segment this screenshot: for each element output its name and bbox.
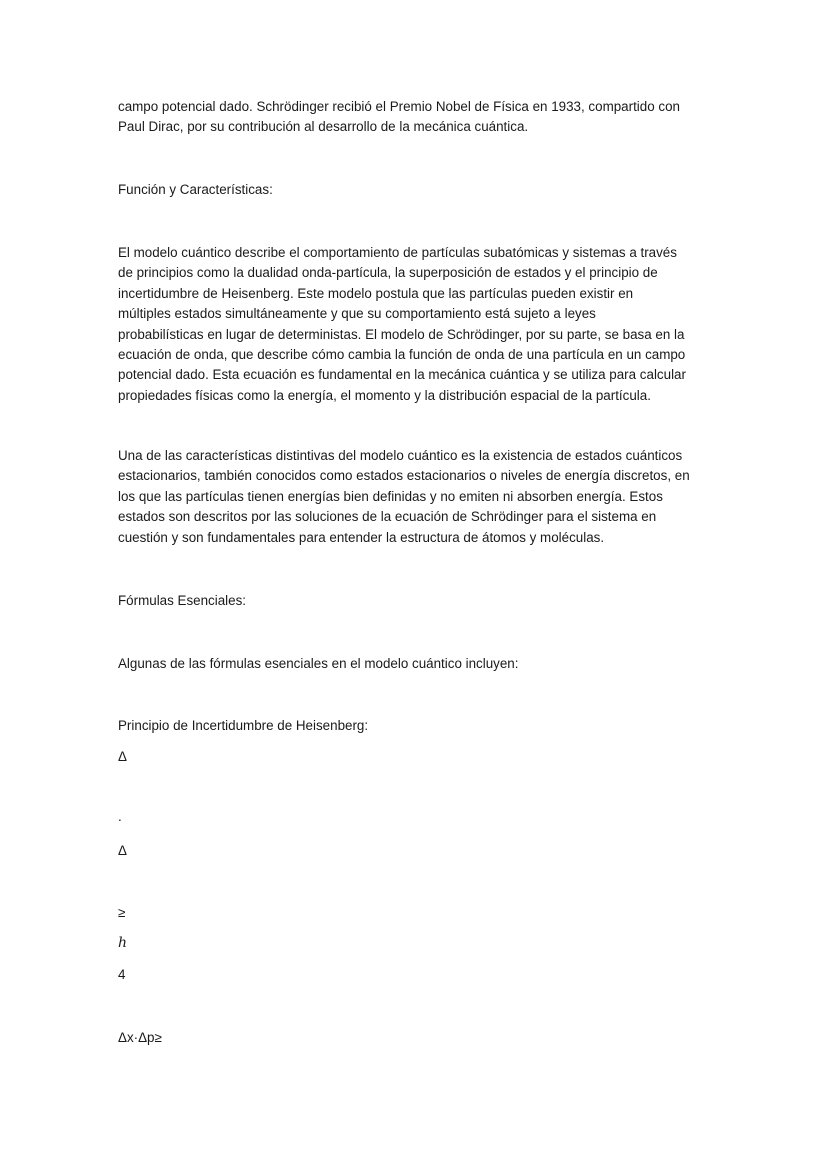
text-line: los que las partículas tienen energías bien definidas y no emiten ni absorben energía. Estos <box>118 488 663 504</box>
text-line: potencial dado. Esta ecuación es fundamental en la mecánica cuántica y se utiliza para calcular <box>118 367 686 383</box>
text-line: campo potencial dado. Schrödinger recibió el Premio Nobel de Física en 1933, compartido con <box>118 99 680 114</box>
heading-funcion: Función y Características: <box>118 182 273 197</box>
text-line: Paul Dirac, por su contribución al desarrollo de la mecánica cuántica. <box>118 119 529 135</box>
text-line: múltiples estados simultáneamente y que su comportamiento está sujeto a leyes <box>118 306 596 322</box>
heading-formulas: Fórmulas Esenciales: <box>118 593 247 608</box>
formula-delta-2: Δ <box>118 843 127 858</box>
paragraph-modelo-cuantico <box>118 243 718 406</box>
formulas-intro: Algunas de las fórmulas esenciales en el modelo cuántico incluyen: <box>118 656 519 671</box>
formula-geq: ≥ <box>118 905 126 920</box>
formula-four: 4 <box>118 967 126 982</box>
formula-dot: . <box>118 809 122 824</box>
text-line: propiedades físicas como la energía, el momento y la distribución espacial de la partícula. <box>118 387 651 403</box>
heading-heisenberg: Principio de Incertidumbre de Heisenberg: <box>118 718 369 733</box>
text-line: estacionarios, también conocidos como estados estacionarios o niveles de energía discretos, en <box>118 468 690 484</box>
text-line: cuestión y son fundamentales para entender la estructura de átomos y moléculas. <box>118 529 605 545</box>
text-line: Una de las características distintivas del modelo cuántico es la existencia de estados cuánticos <box>118 448 683 463</box>
formula-h: h <box>118 935 128 951</box>
text-line: El modelo cuántico describe el comportamiento de partículas subatómicas y sistemas a través <box>118 245 677 260</box>
formula-inline: Δx·Δp≥ <box>118 1030 162 1045</box>
paragraph-estados-estacionarios <box>118 446 718 548</box>
intro-paragraph <box>118 97 718 138</box>
text-line: estados son descritos por las soluciones de la ecuación de Schrödinger para el sistema en <box>118 509 657 525</box>
formula-delta-1: Δ <box>118 749 127 764</box>
text-line: de principios como la dualidad onda-partícula, la superposición de estados y el principio de <box>118 265 658 281</box>
text-line: ecuación de onda, que describe cómo cambia la función de onda de una partícula en un campo <box>118 347 686 363</box>
text-line: incertidumbre de Heisenberg. Este modelo postula que las partículas pueden existir en <box>118 285 634 301</box>
text-line: probabilísticas en lugar de deterministas. El modelo de Schrödinger, por su parte, se basa en la <box>118 326 685 342</box>
